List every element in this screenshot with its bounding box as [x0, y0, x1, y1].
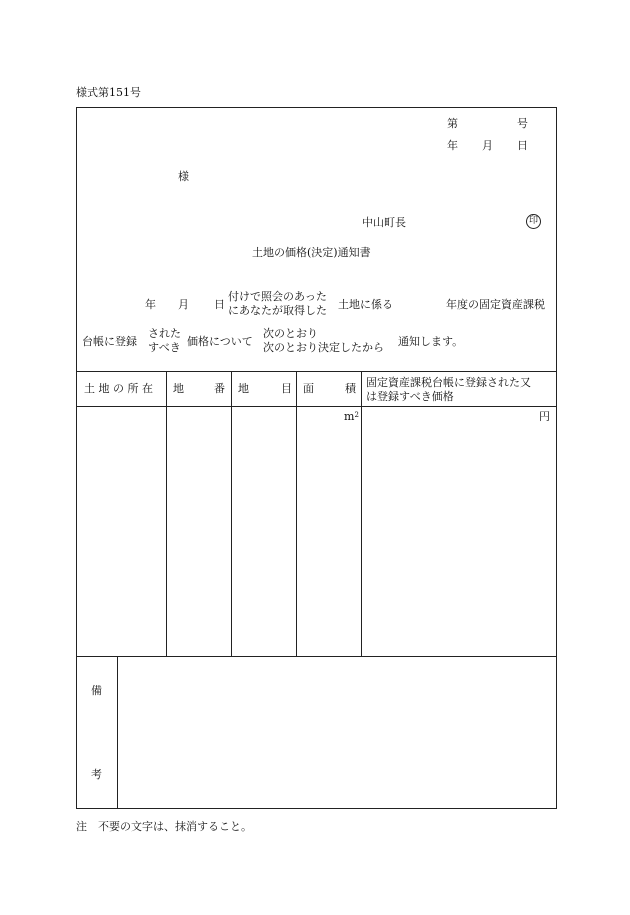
alt3-line2: 次のとおり決定したから: [263, 341, 384, 354]
alternative-phrase-2: [148, 327, 181, 355]
header-area-b: 積: [345, 382, 356, 395]
header-location: 土 地 の 所 在: [84, 382, 153, 395]
form-frame: [76, 107, 557, 809]
alt1-line2: にあなたが取得した: [228, 304, 327, 317]
body-ledger-register: 台帳に登録: [82, 335, 137, 348]
header-category-b: 目: [281, 382, 292, 395]
alternative-phrase-3: [263, 327, 384, 355]
body-year: 年: [145, 298, 156, 311]
body-price-about: 価格について: [187, 335, 253, 348]
col-divider-4: [361, 371, 362, 656]
price-unit: 円: [539, 410, 550, 423]
issuer: 中山町長: [362, 216, 406, 229]
form-number: 様式第151号: [76, 86, 141, 99]
header-lot-a: 地: [173, 382, 184, 395]
header-price: [366, 376, 531, 404]
header-price-line1: 固定資産課税台帳に登録された又: [366, 376, 531, 389]
footnote: 注 不要の文字は、抹消すること。: [76, 820, 252, 833]
body-land-related: 土地に係る: [338, 298, 393, 311]
date-month: 月: [482, 139, 493, 152]
header-lot-b: 番: [214, 382, 225, 395]
header-category-a: 地: [238, 382, 249, 395]
doc-number-suffix: 号: [517, 117, 528, 130]
alt3-line1: 次のとおり: [263, 327, 318, 340]
area-unit-sup: 2: [354, 411, 359, 419]
remarks-label-top: 備: [91, 684, 102, 697]
divider-body-table: [76, 371, 557, 372]
alt2-line1: された: [148, 327, 181, 340]
doc-number-prefix: 第: [447, 117, 458, 130]
page-title: 土地の価格(決定)通知書: [252, 246, 371, 259]
remarks-divider: [117, 656, 118, 809]
col-divider-1: [166, 371, 167, 656]
header-price-line2: は登録すべき価格: [366, 390, 454, 403]
col-divider-3: [296, 371, 297, 656]
alternative-phrase-1: [228, 290, 327, 318]
body-fiscal-year: 年度の固定資産課税: [446, 298, 545, 311]
alt1-line1: 付けで照会のあった: [228, 290, 327, 303]
col-divider-2: [231, 371, 232, 656]
divider-table-header: [76, 406, 557, 407]
body-month: 月: [178, 298, 189, 311]
addressee-suffix: 様: [178, 170, 189, 183]
header-area-a: 面: [303, 382, 314, 395]
alt2-line2: すべき: [148, 341, 181, 354]
divider-table-remarks: [76, 656, 557, 657]
date-year: 年: [447, 139, 458, 152]
body-day: 日: [214, 298, 225, 311]
body-notify: 通知します。: [398, 335, 464, 348]
area-unit: [344, 410, 359, 425]
remarks-label-bottom: 考: [91, 768, 102, 781]
area-unit-text: m: [344, 410, 355, 423]
date-day: 日: [517, 139, 528, 152]
seal-icon: 印: [526, 214, 541, 229]
